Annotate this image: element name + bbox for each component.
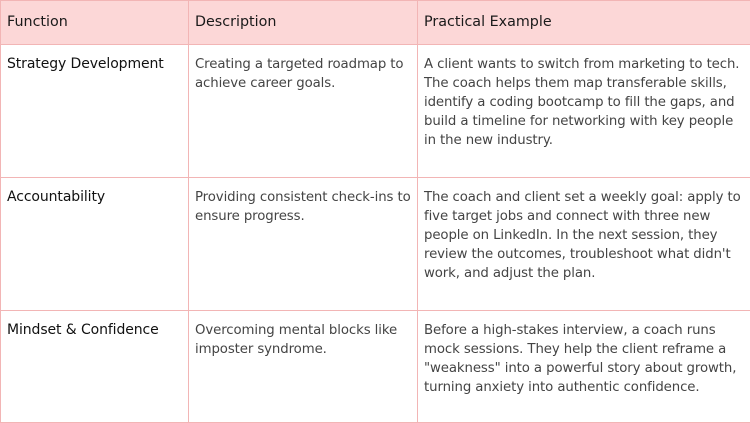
header-example: Practical Example [418,1,750,45]
cell-description: Providing consistent check-ins to ensure progress. [189,178,418,311]
table-body [1,45,750,423]
table-header [1,1,750,45]
cell-function: Mindset & Confidence [1,311,189,423]
cell-example: Before a high-stakes interview, a coach runs mock sessions. They help the client reframe a "weakness" into a powerful story about growth, turning anxiety into authentic confidence. [418,311,750,423]
cell-example: The coach and client set a weekly goal: apply to five target jobs and connect with three new people on LinkedIn. In the next session, they review the outcomes, troubleshoot what didn't work, and adjust the plan. [418,178,750,311]
header-description: Description [189,1,418,45]
cell-example: A client wants to switch from marketing to tech. The coach helps them map transferable skills, identify a coding bootcamp to fill the gaps, and build a timeline for networking with key people in the new industry. [418,45,750,178]
header-function: Function [1,1,189,45]
cell-description: Creating a targeted roadmap to achieve career goals. [189,45,418,178]
cell-description: Overcoming mental blocks like imposter syndrome. [189,311,418,423]
table-row [1,178,750,311]
table-row [1,311,750,423]
table-row [1,45,750,178]
header-row [1,1,750,45]
cell-function: Accountability [1,178,189,311]
cell-function: Strategy Development [1,45,189,178]
